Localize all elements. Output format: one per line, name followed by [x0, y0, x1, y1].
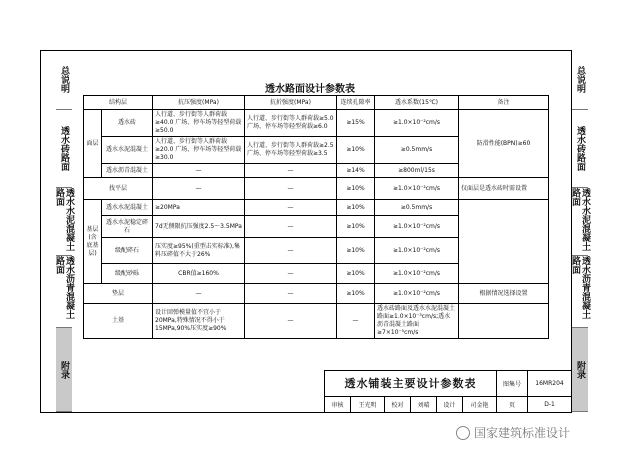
right-tab-cement[interactable]	[572, 188, 588, 256]
cell: ≥10%	[337, 137, 375, 164]
cell: ≥10%	[337, 238, 375, 264]
cell: ≥0.5mm/s	[375, 200, 459, 216]
cell: —	[245, 264, 337, 284]
left-tab-permeable-brick[interactable]	[56, 110, 72, 188]
tab-label: 总说明	[575, 66, 585, 93]
cell	[459, 200, 549, 284]
cell: ≥10%	[337, 284, 375, 304]
cell: ≥15%	[337, 110, 375, 137]
layer-name: 级配砂砾	[102, 264, 153, 284]
cell: —	[245, 164, 337, 178]
tab-label: 透水沥青混凝土路面	[570, 256, 590, 319]
cell: 压实度≥95%(重型击实标准),集料压碎值不大于26%	[153, 238, 245, 264]
cell: —	[153, 164, 245, 178]
tab-label: 附录	[59, 360, 69, 379]
left-tab-cement[interactable]	[56, 188, 72, 256]
cell: —	[153, 284, 245, 304]
cell: ≥1.0×10⁻²cm/s	[375, 284, 459, 304]
right-tab-permeable-brick[interactable]	[572, 110, 588, 188]
table-title: 透水路面设计参数表	[265, 84, 355, 95]
check-label: 校对	[385, 396, 411, 412]
drawing-title: 透水铺装主要设计参数表	[325, 371, 497, 397]
cell: ≥1.0×10⁻²cm/s	[375, 264, 459, 284]
cell: —	[245, 178, 337, 200]
cell: 透水砖路面及透水水泥混凝土路面≥1.0×10⁻³cm/s;透水沥青混凝土路面≥7×10⁻⁵cm/s	[375, 304, 459, 339]
cell: ≥1.0×10⁻²cm/s	[375, 178, 459, 200]
cell: 人行道、步行街等人群荷载≥5.0 广场、停车场等轻型荷载≥6.0	[245, 110, 337, 137]
table-row	[84, 178, 549, 200]
watermark	[456, 424, 570, 441]
table-row	[84, 284, 549, 304]
review-label: 审核	[325, 396, 351, 412]
cell: —	[245, 284, 337, 304]
cell: CBR值≥160%	[153, 264, 245, 284]
cell: ≥14%	[337, 164, 375, 178]
left-tab-asphalt[interactable]	[56, 256, 72, 328]
layer-name: 透水砖	[102, 110, 153, 137]
right-tab-asphalt[interactable]	[572, 256, 588, 328]
group-label: 基层(含底基层)	[84, 200, 102, 284]
cell: 人行道、步行街等人群荷载≥2.5 广场、停车场等轻型荷载≥3.5	[245, 137, 337, 164]
layer-name: 透水水泥混凝土	[102, 137, 153, 164]
layer-name: 透水沥青混凝土	[102, 164, 153, 178]
header-row	[84, 96, 549, 110]
cell: ≥1.0×10⁻²cm/s	[375, 238, 459, 264]
col-header: 透水系数(15℃)	[375, 96, 459, 110]
cell: —	[245, 238, 337, 264]
cell: 7d无侧限抗压强度2.5～3.5MPa	[153, 216, 245, 238]
cell: —	[337, 304, 375, 339]
cell: 人行道、步行街等人群荷载≥20.0 广场、停车场等轻型荷载≥30.0	[153, 137, 245, 164]
reviewer-name: 王光明	[350, 396, 384, 412]
left-tab-appendix[interactable]	[56, 328, 72, 412]
layer-name: 级配碎石	[102, 238, 153, 264]
layer-name: 透水水泥稳定碎石	[102, 216, 153, 238]
cell: —	[153, 178, 245, 200]
cell: ≥0.5mm/s	[375, 137, 459, 164]
cell: ≥800ml/15s	[375, 164, 459, 178]
cell: 防滑性能(BPN)≥60	[459, 110, 549, 178]
title-block	[324, 370, 572, 413]
col-header: 连续孔隙率	[337, 96, 375, 110]
cell: 仅面层是透水砖时需设置	[459, 178, 549, 200]
cell: ≥10%	[337, 264, 375, 284]
cell: —	[245, 216, 337, 238]
tab-label: 透水水泥混凝土路面	[570, 188, 590, 251]
wechat-icon	[456, 426, 470, 440]
layer-name: 土基	[84, 304, 153, 339]
layer-name: 透水水泥混凝土	[102, 200, 153, 216]
atlas-number: 16MR204	[528, 371, 572, 397]
tab-label: 透水水泥混凝土路面	[54, 188, 74, 251]
col-header: 备注	[459, 96, 549, 110]
left-tab-general[interactable]	[56, 50, 72, 110]
table-row	[84, 110, 549, 137]
cell	[459, 304, 549, 339]
tab-label: 透水砖路面	[59, 126, 69, 171]
col-header: 抗压强度(MPa)	[153, 96, 245, 110]
right-tab-appendix[interactable]	[572, 328, 588, 412]
cell: ≥10%	[337, 200, 375, 216]
cell: ≥1.0×10⁻²cm/s	[375, 110, 459, 137]
cell: ≥10%	[337, 178, 375, 200]
page-label: 页	[497, 396, 528, 412]
tab-label: 附录	[575, 360, 585, 379]
cell: ≥10%	[337, 216, 375, 238]
layer-name: 垫层	[84, 284, 153, 304]
table-row	[84, 304, 549, 339]
designer-name: 司金艳	[462, 396, 496, 412]
watermark-text: 国家建筑标准设计	[474, 426, 571, 440]
right-tab-general[interactable]	[572, 50, 588, 110]
tab-label: 透水砖路面	[575, 126, 585, 171]
cell: —	[245, 200, 337, 216]
tab-label: 透水沥青混凝土路面	[54, 256, 74, 319]
cell: 设计回弹模量值不宜小于20MPa,特殊情况不得小于15MPa,90%压实度≥90%	[153, 304, 245, 339]
col-header: 抗折强度(MPa)	[245, 96, 337, 110]
design-label: 设计	[436, 396, 462, 412]
cell: 人行道、步行街等人群荷载≥40.0 广场、停车场等轻型荷载≥50.0	[153, 110, 245, 137]
cell: 根据情况选择设置	[459, 284, 549, 304]
checker-name: 刘晴	[411, 396, 437, 412]
atlas-label: 图集号	[497, 371, 528, 397]
cell: ≥1.0×10⁻²cm/s	[375, 216, 459, 238]
cell: —	[245, 304, 337, 339]
group-label: 面层	[84, 110, 102, 178]
tab-label: 总说明	[59, 66, 69, 93]
table-row	[84, 200, 549, 216]
layer-name: 找平层	[84, 178, 153, 200]
design-parameter-table	[83, 95, 549, 339]
col-header: 结构层	[84, 96, 153, 110]
cell: ≥20MPa	[153, 200, 245, 216]
page-number: D-1	[528, 396, 572, 412]
